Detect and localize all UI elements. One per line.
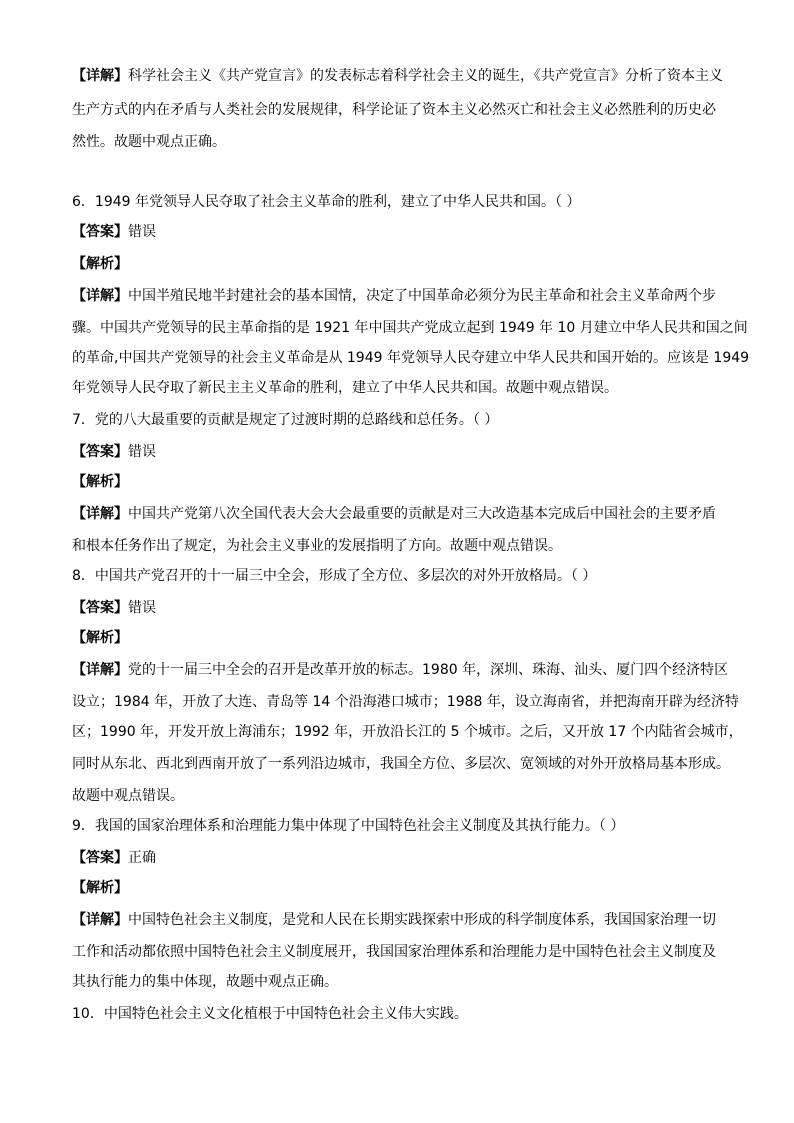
answer-value: 错误 [128,224,156,240]
question-text: 9．我国的国家治理体系和治理能力集中体现了中国特色社会主义制度及其执行能力。（ ） [72,818,625,834]
question-text: 10．中国特色社会主义文化植根于中国特色社会主义伟大实践。 [72,1006,468,1022]
text-line [72,722,743,742]
question-line [72,816,732,836]
section-tag: 【详解】 [72,506,128,522]
line-text: 和根本任务作出了规定，为社会主义事业的发展指明了方向。故题中观点错误。 [72,538,562,554]
text-line [72,504,732,524]
question-line [72,566,732,586]
analysis-tag: 【解析】 [72,880,128,896]
answer-tag: 【答案】 [72,224,128,240]
section-tag: 【详解】 [72,288,128,304]
question-text: 7．党的八大最重要的贡献是规定了过渡时期的总路线和总任务。（ ） [72,412,499,428]
analysis-line [72,628,732,648]
text-line [72,910,732,930]
line-text: 其执行能力的集中体现，故题中观点正确。 [72,974,338,990]
section-tag: 【详解】 [72,68,128,84]
answer-value: 正确 [128,850,156,866]
line-text: 的革命,中国共产党领导的社会主义革命是从 1949 年党领导人民夺建立中华人民共和国开始的。应该是 1949 [72,350,750,366]
text-line [72,692,739,712]
text-line [72,942,732,962]
analysis-line [72,254,732,274]
analysis-tag: 【解析】 [72,256,128,272]
question-text: 6．1949 年党领导人民夺取了社会主义革命的胜利，建立了中华人民共和国。（ ） [72,194,581,210]
question-line [72,410,732,430]
section-tag: 【详解】 [72,662,128,678]
text-line [72,786,732,806]
text-line [72,286,732,306]
line-text: 生产方式的内在矛盾与人类社会的发展规律，科学论证了资本主义必然灭亡和社会主义必然胜利的历史必 [72,102,716,118]
text-line [72,348,750,368]
analysis-tag: 【解析】 [72,630,128,646]
text-line [72,754,732,774]
answer-tag: 【答案】 [72,600,128,616]
line-text: 骤。中国共产党领导的民主革命指的是 1921 年中国共产党成立起到 1949 年 10 月建立中华人民共和国之间 [72,320,748,336]
line-text: 年党领导人民夺取了新民主主义革命的胜利，建立了中华人民共和国。故题中观点错误。 [72,380,618,396]
answer-line [72,222,732,242]
line-text: 故题中观点错误。 [72,788,184,804]
answer-value: 错误 [128,444,156,460]
question-line [72,1004,732,1024]
answer-line [72,848,732,868]
answer-value: 错误 [128,600,156,616]
text-line [72,660,732,680]
answer-tag: 【答案】 [72,850,128,866]
analysis-tag: 【解析】 [72,474,128,490]
answer-tag: 【答案】 [72,444,128,460]
line-text: 中国半殖民地半封建社会的基本国情，决定了中国革命必须分为民主革命和社会主义革命两个步 [128,288,716,304]
text-line [72,132,732,152]
line-text: 然性。故题中观点正确。 [72,134,226,150]
text-line [72,972,732,992]
line-text: 工作和活动都依照中国特色社会主义制度展开，我国国家治理体系和治理能力是中国特色社会主义制度及 [72,944,716,960]
question-line [72,192,732,212]
answer-line [72,598,732,618]
text-line [72,378,732,398]
line-text: 区；1990 年，开发开放上海浦东；1992 年，开放沿长江的 5 个城市。之后，又开放 17 个内陆省会城市， [72,724,743,740]
text-line [72,318,748,338]
text-line [72,66,732,86]
line-text: 科学社会主义《共产党宣言》的发表标志着科学社会主义的诞生，《共产党宣言》分析了资本主义 [128,68,723,84]
question-text: 8．中国共产党召开的十一届三中全会，形成了全方位、多层次的对外开放格局。（ ） [72,568,597,584]
line-text: 中国特色社会主义制度，是党和人民在长期实践探索中形成的科学制度体系，我国国家治理一切 [128,912,716,928]
text-line [72,536,732,556]
analysis-line [72,878,732,898]
line-text: 党的十一届三中全会的召开是改革开放的标志。1980 年，深圳、珠海、汕头、厦门四个经济特区 [128,662,729,678]
text-line [72,100,732,120]
answer-line [72,442,732,462]
line-text: 设立；1984 年，开放了大连、青岛等 14 个沿海港口城市；1988 年，设立海南省，并把海南开辟为经济特 [72,694,739,710]
line-text: 中国共产党第八次全国代表大会大会最重要的贡献是对三大改造基本完成后中国社会的主要矛盾 [128,506,716,522]
section-tag: 【详解】 [72,912,128,928]
line-text: 同时从东北、西北到西南开放了一系列沿边城市，我国全方位、多层次、宽领域的对外开放格局基本形成。 [72,756,730,772]
analysis-line [72,472,732,492]
